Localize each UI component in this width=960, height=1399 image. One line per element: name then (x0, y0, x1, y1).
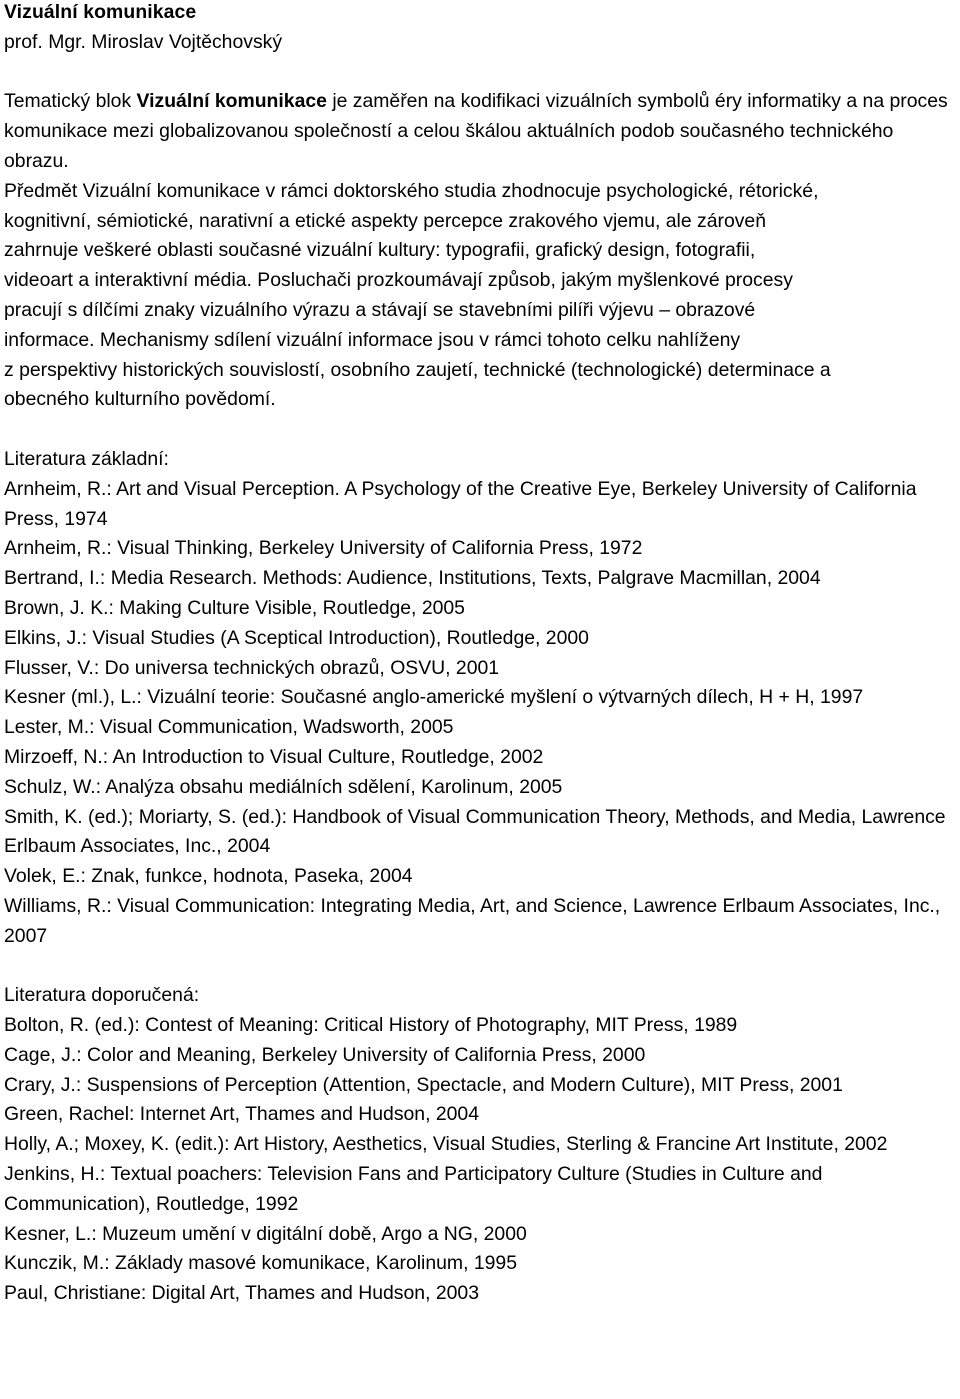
intro-bold-term: Vizuální komunikace (136, 90, 327, 113)
literature-item: Smith, K. (ed.); Moriarty, S. (ed.): Handbook of Visual Communication Theory, Methods, and Media, Lawrence Erlbaum Associates, Inc., 2004 (4, 805, 946, 858)
literature-item: Elkins, J.: Visual Studies (A Sceptical Introduction), Routledge, 2000 (4, 626, 589, 649)
literature-item: Kesner (ml.), L.: Vizuální teorie: Současné anglo-americké myšlení o výtvarných dílech, H + H, 1997 (4, 686, 864, 709)
literature-item: Williams, R.: Visual Communication: Integrating Media, Art, and Science, Lawrence Erlbaum Associates, Inc., 2007 (4, 894, 941, 947)
description-paragraph (4, 177, 960, 415)
literature-item: Jenkins, H.: Textual poachers: Television Fans and Participatory Culture (Studies in Culture and Communication), Routledge, 1992 (4, 1163, 823, 1215)
description-line: informace. Mechanismy sdílení vizuální informace jsou v rámci tohoto celku nahlíženy (4, 328, 741, 351)
literature-item: Kunczik, M.: Základy masové komunikace, Karolinum, 1995 (4, 1252, 517, 1275)
description-line: obecného kulturního povědomí. (4, 388, 276, 411)
description-line: pracují s dílčími znaky vizuálního výrazu a stávají se stavebními pilíři výjevu – obrazové (4, 298, 756, 321)
literature-item: Schulz, W.: Analýza obsahu mediálních sdělení, Karolinum, 2005 (4, 775, 563, 798)
literature-item: Kesner, L.: Muzeum umění v digitální době, Argo a NG, 2000 (4, 1222, 527, 1245)
literature-item: Arnheim, R.: Visual Thinking, Berkeley University of California Press, 1972 (4, 537, 643, 560)
description-line: videoart a interaktivní média. Posluchači prozkoumávají způsob, jakým myšlenkové procesy (4, 269, 793, 292)
description-line: Předmět Vizuální komunikace v rámci doktorského studia zhodnocuje psychologické, rétorické, (4, 179, 819, 202)
literature-item: Flusser, V.: Do universa technických obrazů, OSVU, 2001 (4, 656, 500, 679)
intro-text-start: Tematický blok (4, 90, 137, 113)
literature-recommended-heading: Literatura doporučená: (4, 984, 200, 1007)
literature-item: Arnheim, R.: Art and Visual Perception. A Psychology of the Creative Eye, Berkeley University of California Press, 1974 (4, 477, 917, 530)
spacer (4, 415, 960, 445)
intro-text-end: je zaměřen na kodifikaci vizuálních symbolů éry informatiky a na proces komunikace mezi globalizovanou společností a celou škálou aktuálních podob současného technického obrazu. (4, 90, 948, 172)
intro-paragraph (4, 87, 960, 176)
document-page (4, 0, 960, 1309)
literature-item: Green, Rachel: Internet Art, Thames and Hudson, 2004 (4, 1103, 479, 1126)
description-line: z perspektivy historických souvislostí, osobního zaujetí, technické (technologické) determinace a (4, 358, 831, 381)
author-line: prof. Mgr. Miroslav Vojtěchovský (4, 30, 283, 53)
literature-item: Holly, A.; Moxey, K. (edit.): Art History, Aesthetics, Visual Studies, Sterling & Francine Art Institute, 2002 (4, 1133, 888, 1156)
literature-item: Lester, M.: Visual Communication, Wadsworth, 2005 (4, 716, 454, 739)
literature-basic-list (4, 475, 960, 952)
literature-item: Bolton, R. (ed.): Contest of Meaning: Critical History of Photography, MIT Press, 1989 (4, 1014, 738, 1037)
literature-item: Brown, J. K.: Making Culture Visible, Routledge, 2005 (4, 596, 465, 619)
literature-item: Bertrand, I.: Media Research. Methods: Audience, Institutions, Texts, Palgrave Macmillan, 2004 (4, 567, 821, 590)
description-line: zahrnuje veškeré oblasti současné vizuální kultury: typografii, grafický design, fotografii, (4, 239, 756, 262)
literature-item: Cage, J.: Color and Meaning, Berkeley University of California Press, 2000 (4, 1043, 646, 1066)
document-title: Vizuální komunikace (4, 1, 197, 23)
spacer (4, 58, 960, 88)
literature-item: Paul, Christiane: Digital Art, Thames and Hudson, 2003 (4, 1282, 479, 1305)
literature-item: Crary, J.: Suspensions of Perception (Attention, Spectacle, and Modern Culture), MIT Press, 2001 (4, 1073, 843, 1096)
literature-item: Volek, E.: Znak, funkce, hodnota, Paseka, 2004 (4, 865, 413, 888)
literature-basic-heading: Literatura základní: (4, 447, 169, 470)
spacer (4, 952, 960, 982)
literature-item: Mirzoeff, N.: An Introduction to Visual Culture, Routledge, 2002 (4, 745, 544, 768)
literature-recommended-list (4, 1011, 960, 1309)
description-line: kognitivní, sémiotické, narativní a etické aspekty percepce zrakového vjemu, ale zároveň (4, 209, 767, 232)
